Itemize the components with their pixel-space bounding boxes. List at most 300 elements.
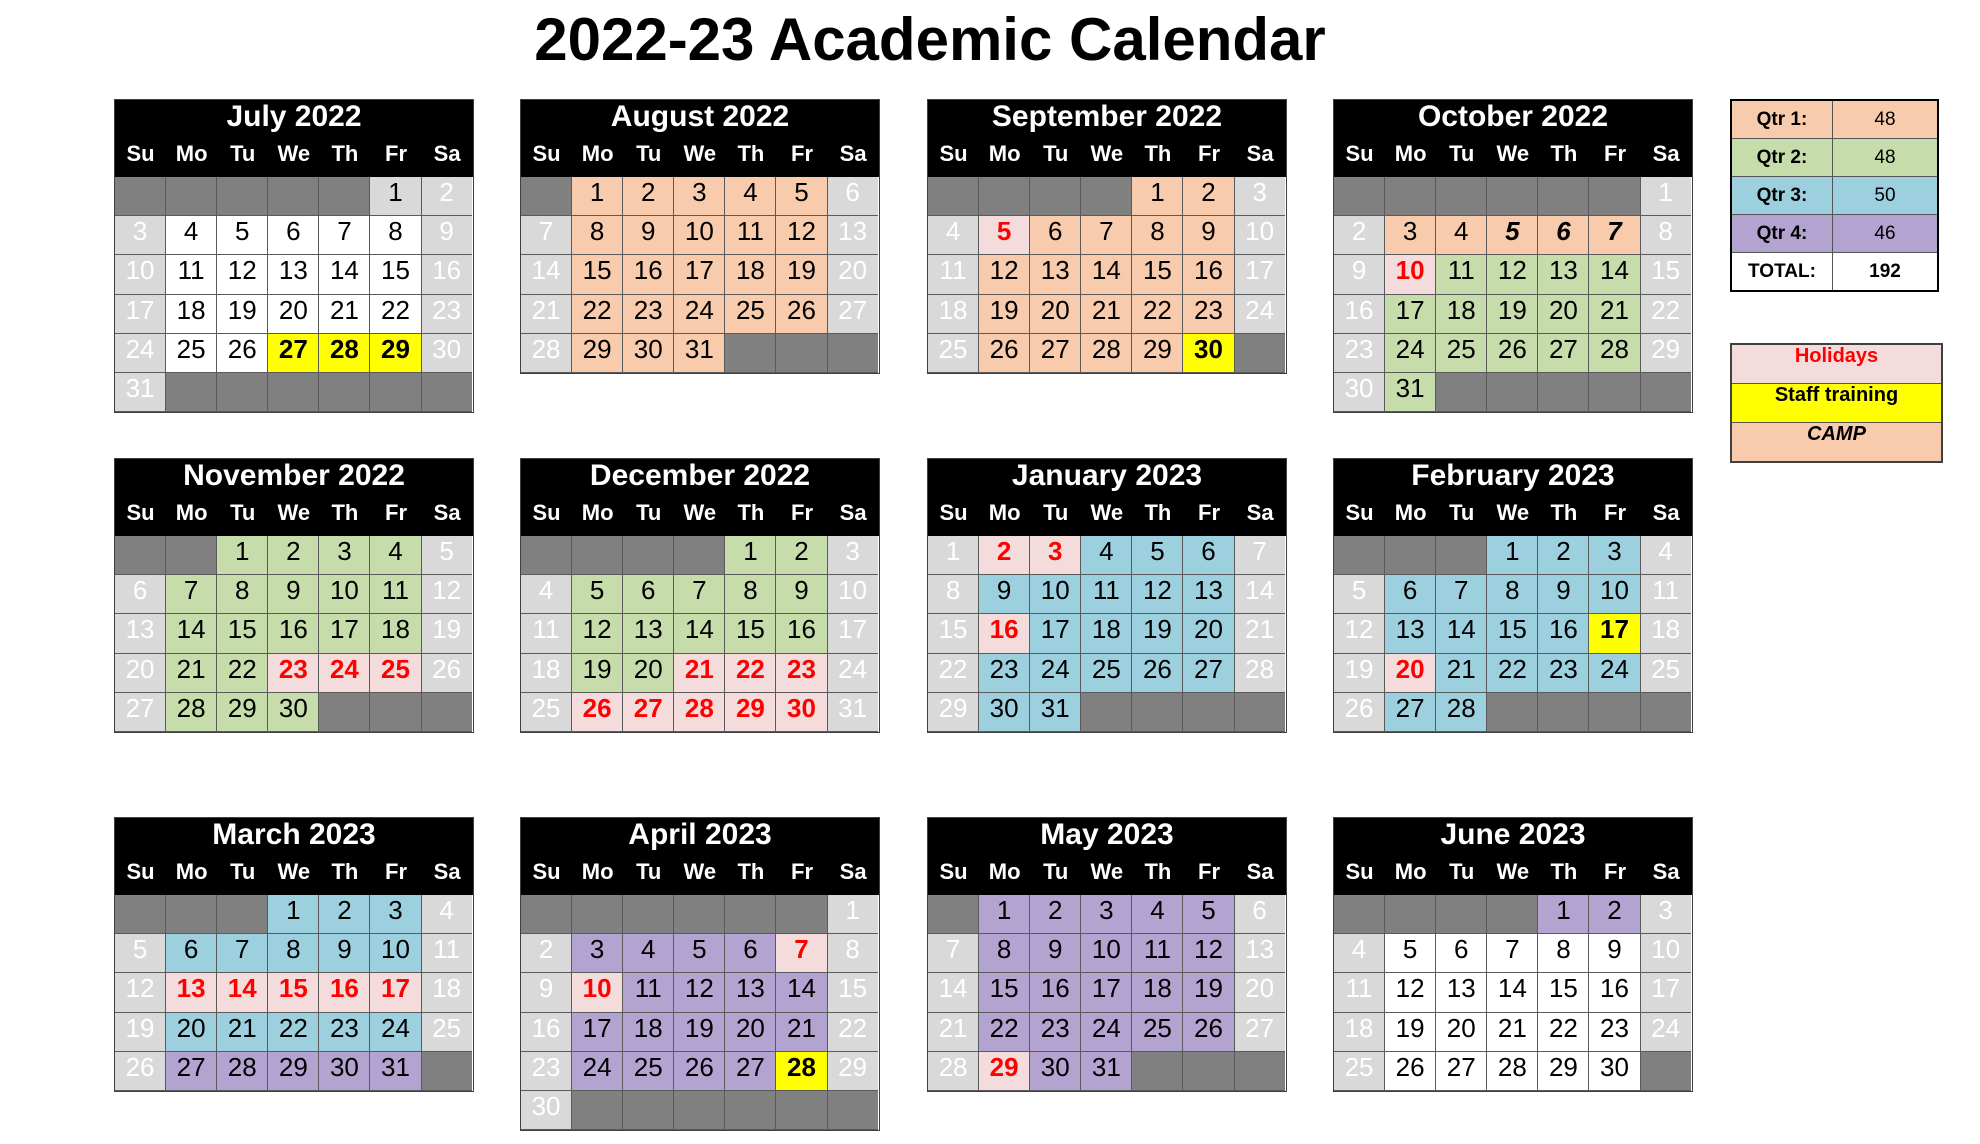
day-cell: 19 <box>115 1013 166 1052</box>
weekday-header: Th <box>1550 859 1578 884</box>
day-cell: 23 <box>422 295 472 334</box>
day-cell: 27 <box>725 1052 776 1091</box>
day-cell: 15 <box>928 614 979 653</box>
day-cell: 13 <box>115 614 166 653</box>
day-cell: 24 <box>1385 334 1436 373</box>
weekday-header: Mo <box>581 141 614 166</box>
day-cell: 12 <box>776 216 827 255</box>
day-cell: 30 <box>979 693 1030 732</box>
day-cell: 18 <box>422 973 472 1012</box>
day-cell: 14 <box>217 973 268 1012</box>
empty-day-cell <box>1235 1052 1285 1091</box>
day-cell: 11 <box>1081 575 1132 614</box>
day-cell: 9 <box>1538 575 1589 614</box>
day-cell: 9 <box>1030 934 1081 973</box>
day-cell: 8 <box>268 934 319 973</box>
weekday-header: Sa <box>433 141 461 166</box>
weekday-header: Su <box>532 859 561 884</box>
day-cell: 15 <box>1487 614 1538 653</box>
day-cell: 9 <box>1589 934 1640 973</box>
empty-day-cell <box>1235 693 1285 732</box>
weekday-header: Sa <box>839 500 867 525</box>
day-cell: 4 <box>1436 216 1487 255</box>
day-cell: 12 <box>979 255 1030 294</box>
weekday-header: Tu <box>1043 500 1069 525</box>
day-cell: 21 <box>521 295 572 334</box>
day-cell: 31 <box>1030 693 1081 732</box>
month-calendar <box>927 817 1287 1092</box>
day-cell: 7 <box>521 216 572 255</box>
day-cell: 16 <box>1183 255 1234 294</box>
empty-day-cell <box>268 177 319 216</box>
empty-day-cell <box>268 373 319 412</box>
day-cell: 14 <box>776 973 827 1012</box>
empty-day-cell <box>776 334 827 373</box>
day-cell: 26 <box>1132 654 1183 693</box>
day-cell: 2 <box>1030 895 1081 934</box>
day-cell: 19 <box>217 295 268 334</box>
weekday-header: We <box>277 500 311 525</box>
day-cell: 12 <box>115 973 166 1012</box>
day-cell: 15 <box>1132 255 1183 294</box>
empty-day-cell <box>979 177 1030 216</box>
weekday-header: Mo <box>175 500 208 525</box>
day-grid <box>1334 536 1692 732</box>
day-cell: 12 <box>217 255 268 294</box>
day-cell: 7 <box>928 934 979 973</box>
weekday-header: Th <box>1144 500 1172 525</box>
weekday-header: Th <box>1144 141 1172 166</box>
day-cell: 21 <box>217 1013 268 1052</box>
day-cell: 26 <box>572 693 623 732</box>
month-title: November 2022 <box>115 459 473 500</box>
weekday-header: Sa <box>839 141 867 166</box>
day-cell: 3 <box>1235 177 1285 216</box>
day-cell: 24 <box>572 1052 623 1091</box>
weekday-header: Mo <box>1394 141 1427 166</box>
day-cell: 3 <box>828 536 878 575</box>
day-cell: 18 <box>521 654 572 693</box>
day-cell: 19 <box>1132 614 1183 653</box>
day-cell: 3 <box>1030 536 1081 575</box>
month-title: December 2022 <box>521 459 879 500</box>
empty-day-cell <box>1183 693 1234 732</box>
weekday-header: Sa <box>1246 500 1274 525</box>
day-cell: 12 <box>572 614 623 653</box>
day-cell: 2 <box>979 536 1030 575</box>
day-cell: 5 <box>1334 575 1385 614</box>
day-cell: 11 <box>725 216 776 255</box>
day-cell: 8 <box>928 575 979 614</box>
day-cell: 17 <box>828 614 878 653</box>
day-cell: 10 <box>1589 575 1640 614</box>
day-cell: 3 <box>115 216 166 255</box>
day-cell: 16 <box>268 614 319 653</box>
day-cell: 10 <box>1081 934 1132 973</box>
day-cell: 29 <box>928 693 979 732</box>
day-cell: 22 <box>1641 295 1691 334</box>
empty-day-cell <box>725 334 776 373</box>
day-cell: 15 <box>1641 255 1691 294</box>
day-cell: 10 <box>115 255 166 294</box>
day-cell: 19 <box>572 654 623 693</box>
empty-day-cell <box>1081 177 1132 216</box>
day-cell: 4 <box>166 216 217 255</box>
day-cell: 1 <box>1641 177 1691 216</box>
day-cell: 30 <box>1589 1052 1640 1091</box>
day-cell: 17 <box>319 614 370 653</box>
day-cell: 12 <box>674 973 725 1012</box>
day-cell: 27 <box>115 693 166 732</box>
weekday-header: Fr <box>1198 141 1221 166</box>
day-cell: 28 <box>217 1052 268 1091</box>
day-cell: 20 <box>1538 295 1589 334</box>
day-cell: 25 <box>422 1013 472 1052</box>
day-cell: 10 <box>1385 255 1436 294</box>
day-cell: 20 <box>1183 614 1234 653</box>
day-cell: 5 <box>572 575 623 614</box>
empty-day-cell <box>1132 1052 1183 1091</box>
day-cell: 15 <box>370 255 421 294</box>
day-grid <box>1334 895 1692 1091</box>
weekday-header: We <box>277 859 311 884</box>
weekday-header: Th <box>331 500 359 525</box>
day-cell: 11 <box>521 614 572 653</box>
day-cell: 30 <box>1030 1052 1081 1091</box>
empty-day-cell <box>1334 177 1385 216</box>
weekday-header: Th <box>1550 141 1578 166</box>
page-title: 2022-23 Academic Calendar <box>534 6 1326 73</box>
day-cell: 19 <box>979 295 1030 334</box>
day-cell: 13 <box>828 216 878 255</box>
day-cell: 25 <box>370 654 421 693</box>
day-cell: 24 <box>1235 295 1285 334</box>
day-cell: 17 <box>115 295 166 334</box>
day-cell: 28 <box>1081 334 1132 373</box>
day-cell: 16 <box>776 614 827 653</box>
weekday-header: We <box>1496 141 1530 166</box>
empty-day-cell <box>776 1091 827 1130</box>
day-cell: 22 <box>979 1013 1030 1052</box>
day-cell: 10 <box>572 973 623 1012</box>
day-cell: 2 <box>521 934 572 973</box>
summary-row <box>1731 215 1938 253</box>
weekday-header: We <box>1496 859 1530 884</box>
weekday-header: We <box>683 859 717 884</box>
day-grid <box>928 177 1286 373</box>
day-cell: 27 <box>268 334 319 373</box>
day-cell: 13 <box>1235 934 1285 973</box>
weekday-header: Mo <box>1394 859 1427 884</box>
day-cell: 29 <box>217 693 268 732</box>
day-grid <box>115 895 473 1091</box>
day-cell: 29 <box>572 334 623 373</box>
day-cell: 12 <box>1334 614 1385 653</box>
day-cell: 22 <box>725 654 776 693</box>
weekday-header-row <box>928 141 1286 177</box>
day-cell: 29 <box>828 1052 878 1091</box>
weekday-header: Tu <box>1449 500 1475 525</box>
weekday-header-row <box>1334 500 1692 536</box>
day-cell: 21 <box>776 1013 827 1052</box>
empty-day-cell <box>1385 895 1436 934</box>
day-cell: 12 <box>1385 973 1436 1012</box>
weekday-header: Fr <box>1604 141 1627 166</box>
day-cell: 5 <box>776 177 827 216</box>
empty-day-cell <box>1385 177 1436 216</box>
day-cell: 6 <box>1235 895 1285 934</box>
day-cell: 10 <box>674 216 725 255</box>
day-cell: 23 <box>1334 334 1385 373</box>
day-cell: 8 <box>1538 934 1589 973</box>
day-cell: 4 <box>422 895 472 934</box>
empty-day-cell <box>319 373 370 412</box>
empty-day-cell <box>1641 1052 1691 1091</box>
weekday-header: Su <box>126 859 155 884</box>
day-cell: 7 <box>1589 216 1640 255</box>
empty-day-cell <box>370 693 421 732</box>
empty-day-cell <box>674 895 725 934</box>
weekday-header: Su <box>1345 141 1374 166</box>
day-cell: 30 <box>1183 334 1234 373</box>
day-cell: 30 <box>521 1091 572 1130</box>
day-cell: 18 <box>370 614 421 653</box>
day-cell: 11 <box>1334 973 1385 1012</box>
weekday-header: Tu <box>636 500 662 525</box>
legend-item-camp: CAMP <box>1732 423 1941 461</box>
day-cell: 28 <box>1487 1052 1538 1091</box>
day-cell: 24 <box>115 334 166 373</box>
day-cell: 26 <box>674 1052 725 1091</box>
day-cell: 29 <box>1538 1052 1589 1091</box>
month-calendar <box>520 458 880 733</box>
day-cell: 21 <box>1487 1013 1538 1052</box>
summary-row <box>1731 177 1938 215</box>
day-cell: 9 <box>1183 216 1234 255</box>
empty-day-cell <box>1589 177 1640 216</box>
weekday-header: Th <box>737 141 765 166</box>
empty-day-cell <box>1487 177 1538 216</box>
day-cell: 10 <box>1030 575 1081 614</box>
day-cell: 22 <box>217 654 268 693</box>
weekday-header: Th <box>1550 500 1578 525</box>
day-cell: 16 <box>623 255 674 294</box>
legend-item-holiday: Holidays <box>1732 345 1941 384</box>
empty-day-cell <box>422 373 472 412</box>
empty-day-cell <box>572 1091 623 1130</box>
weekday-header: Tu <box>1449 859 1475 884</box>
weekday-header: Mo <box>1394 500 1427 525</box>
day-cell: 3 <box>572 934 623 973</box>
weekday-header: Th <box>1144 859 1172 884</box>
empty-day-cell <box>1030 177 1081 216</box>
day-cell: 15 <box>828 973 878 1012</box>
day-cell: 3 <box>1589 536 1640 575</box>
weekday-header: Mo <box>175 859 208 884</box>
weekday-header-row <box>521 859 879 895</box>
weekday-header: Fr <box>1604 859 1627 884</box>
day-cell: 23 <box>319 1013 370 1052</box>
day-cell: 18 <box>928 295 979 334</box>
summary-label: Qtr 3: <box>1731 177 1833 215</box>
weekday-header: Fr <box>1198 859 1221 884</box>
day-cell: 13 <box>725 973 776 1012</box>
day-cell: 24 <box>1589 654 1640 693</box>
day-cell: 21 <box>928 1013 979 1052</box>
day-cell: 27 <box>1538 334 1589 373</box>
empty-day-cell <box>674 1091 725 1130</box>
day-cell: 7 <box>166 575 217 614</box>
summary-row <box>1731 253 1938 292</box>
day-cell: 1 <box>268 895 319 934</box>
day-cell: 1 <box>725 536 776 575</box>
weekday-header: Sa <box>1246 141 1274 166</box>
day-cell: 22 <box>1538 1013 1589 1052</box>
day-cell: 17 <box>674 255 725 294</box>
day-cell: 28 <box>521 334 572 373</box>
empty-day-cell <box>521 177 572 216</box>
day-cell: 16 <box>319 973 370 1012</box>
day-cell: 28 <box>776 1052 827 1091</box>
day-cell: 25 <box>166 334 217 373</box>
day-grid <box>521 536 879 732</box>
day-cell: 5 <box>422 536 472 575</box>
day-cell: 10 <box>319 575 370 614</box>
day-cell: 20 <box>1436 1013 1487 1052</box>
day-cell: 26 <box>217 334 268 373</box>
empty-day-cell <box>319 177 370 216</box>
day-cell: 14 <box>521 255 572 294</box>
day-cell: 22 <box>828 1013 878 1052</box>
day-cell: 13 <box>623 614 674 653</box>
day-cell: 20 <box>268 295 319 334</box>
day-cell: 16 <box>1030 973 1081 1012</box>
day-cell: 4 <box>1132 895 1183 934</box>
day-cell: 14 <box>1589 255 1640 294</box>
day-cell: 5 <box>1385 934 1436 973</box>
summary-label: TOTAL: <box>1731 253 1833 292</box>
month-calendar <box>1333 99 1693 413</box>
weekday-header: Tu <box>636 141 662 166</box>
day-cell: 30 <box>776 693 827 732</box>
empty-day-cell <box>166 536 217 575</box>
day-cell: 3 <box>370 895 421 934</box>
day-cell: 7 <box>1487 934 1538 973</box>
day-cell: 27 <box>828 295 878 334</box>
day-cell: 22 <box>1132 295 1183 334</box>
day-cell: 29 <box>979 1052 1030 1091</box>
day-cell: 6 <box>115 575 166 614</box>
day-cell: 16 <box>979 614 1030 653</box>
day-cell: 1 <box>1132 177 1183 216</box>
day-cell: 18 <box>1334 1013 1385 1052</box>
day-cell: 17 <box>1385 295 1436 334</box>
day-cell: 29 <box>1641 334 1691 373</box>
day-cell: 7 <box>217 934 268 973</box>
day-cell: 15 <box>725 614 776 653</box>
weekday-header: Th <box>331 141 359 166</box>
empty-day-cell <box>422 1052 472 1091</box>
day-cell: 7 <box>776 934 827 973</box>
day-cell: 10 <box>370 934 421 973</box>
day-cell: 29 <box>725 693 776 732</box>
weekday-header: Su <box>126 141 155 166</box>
day-cell: 11 <box>1641 575 1691 614</box>
day-cell: 24 <box>1081 1013 1132 1052</box>
day-cell: 2 <box>422 177 472 216</box>
weekday-header: Mo <box>581 500 614 525</box>
empty-day-cell <box>1538 177 1589 216</box>
day-cell: 11 <box>422 934 472 973</box>
weekday-header: Sa <box>1652 141 1680 166</box>
weekday-header: Th <box>737 500 765 525</box>
day-cell: 18 <box>1641 614 1691 653</box>
day-cell: 9 <box>319 934 370 973</box>
summary-row <box>1731 139 1938 177</box>
weekday-header: Su <box>1345 859 1374 884</box>
day-cell: 4 <box>521 575 572 614</box>
day-cell: 14 <box>1081 255 1132 294</box>
day-cell: 10 <box>1641 934 1691 973</box>
day-cell: 31 <box>115 373 166 412</box>
weekday-header-row <box>115 859 473 895</box>
day-cell: 12 <box>1487 255 1538 294</box>
weekday-header: Th <box>737 859 765 884</box>
empty-day-cell <box>1487 693 1538 732</box>
day-cell: 14 <box>1487 973 1538 1012</box>
weekday-header: Mo <box>581 859 614 884</box>
summary-value: 48 <box>1833 100 1939 139</box>
day-cell: 17 <box>572 1013 623 1052</box>
empty-day-cell <box>572 536 623 575</box>
day-cell: 3 <box>674 177 725 216</box>
weekday-header: Sa <box>839 859 867 884</box>
empty-day-cell <box>828 334 878 373</box>
day-cell: 26 <box>776 295 827 334</box>
day-cell: 23 <box>1589 1013 1640 1052</box>
weekday-header-row <box>115 500 473 536</box>
weekday-header: Su <box>939 859 968 884</box>
day-grid <box>115 177 473 412</box>
legend-item-staff: Staff training <box>1732 384 1941 423</box>
day-cell: 8 <box>1132 216 1183 255</box>
day-cell: 6 <box>1436 934 1487 973</box>
day-cell: 29 <box>370 334 421 373</box>
weekday-header-row <box>115 141 473 177</box>
day-cell: 14 <box>1235 575 1285 614</box>
month-calendar <box>1333 817 1693 1092</box>
day-cell: 25 <box>1081 654 1132 693</box>
day-cell: 18 <box>623 1013 674 1052</box>
day-cell: 6 <box>1385 575 1436 614</box>
day-cell: 30 <box>422 334 472 373</box>
day-cell: 3 <box>319 536 370 575</box>
summary-label: Qtr 4: <box>1731 215 1833 253</box>
day-cell: 4 <box>928 216 979 255</box>
day-cell: 8 <box>572 216 623 255</box>
day-cell: 22 <box>268 1013 319 1052</box>
day-cell: 11 <box>166 255 217 294</box>
weekday-header: Su <box>532 141 561 166</box>
day-cell: 27 <box>1183 654 1234 693</box>
day-cell: 2 <box>268 536 319 575</box>
day-cell: 30 <box>268 693 319 732</box>
day-cell: 15 <box>1538 973 1589 1012</box>
day-cell: 11 <box>1436 255 1487 294</box>
day-cell: 9 <box>422 216 472 255</box>
weekday-header: Fr <box>1198 500 1221 525</box>
day-cell: 1 <box>1487 536 1538 575</box>
